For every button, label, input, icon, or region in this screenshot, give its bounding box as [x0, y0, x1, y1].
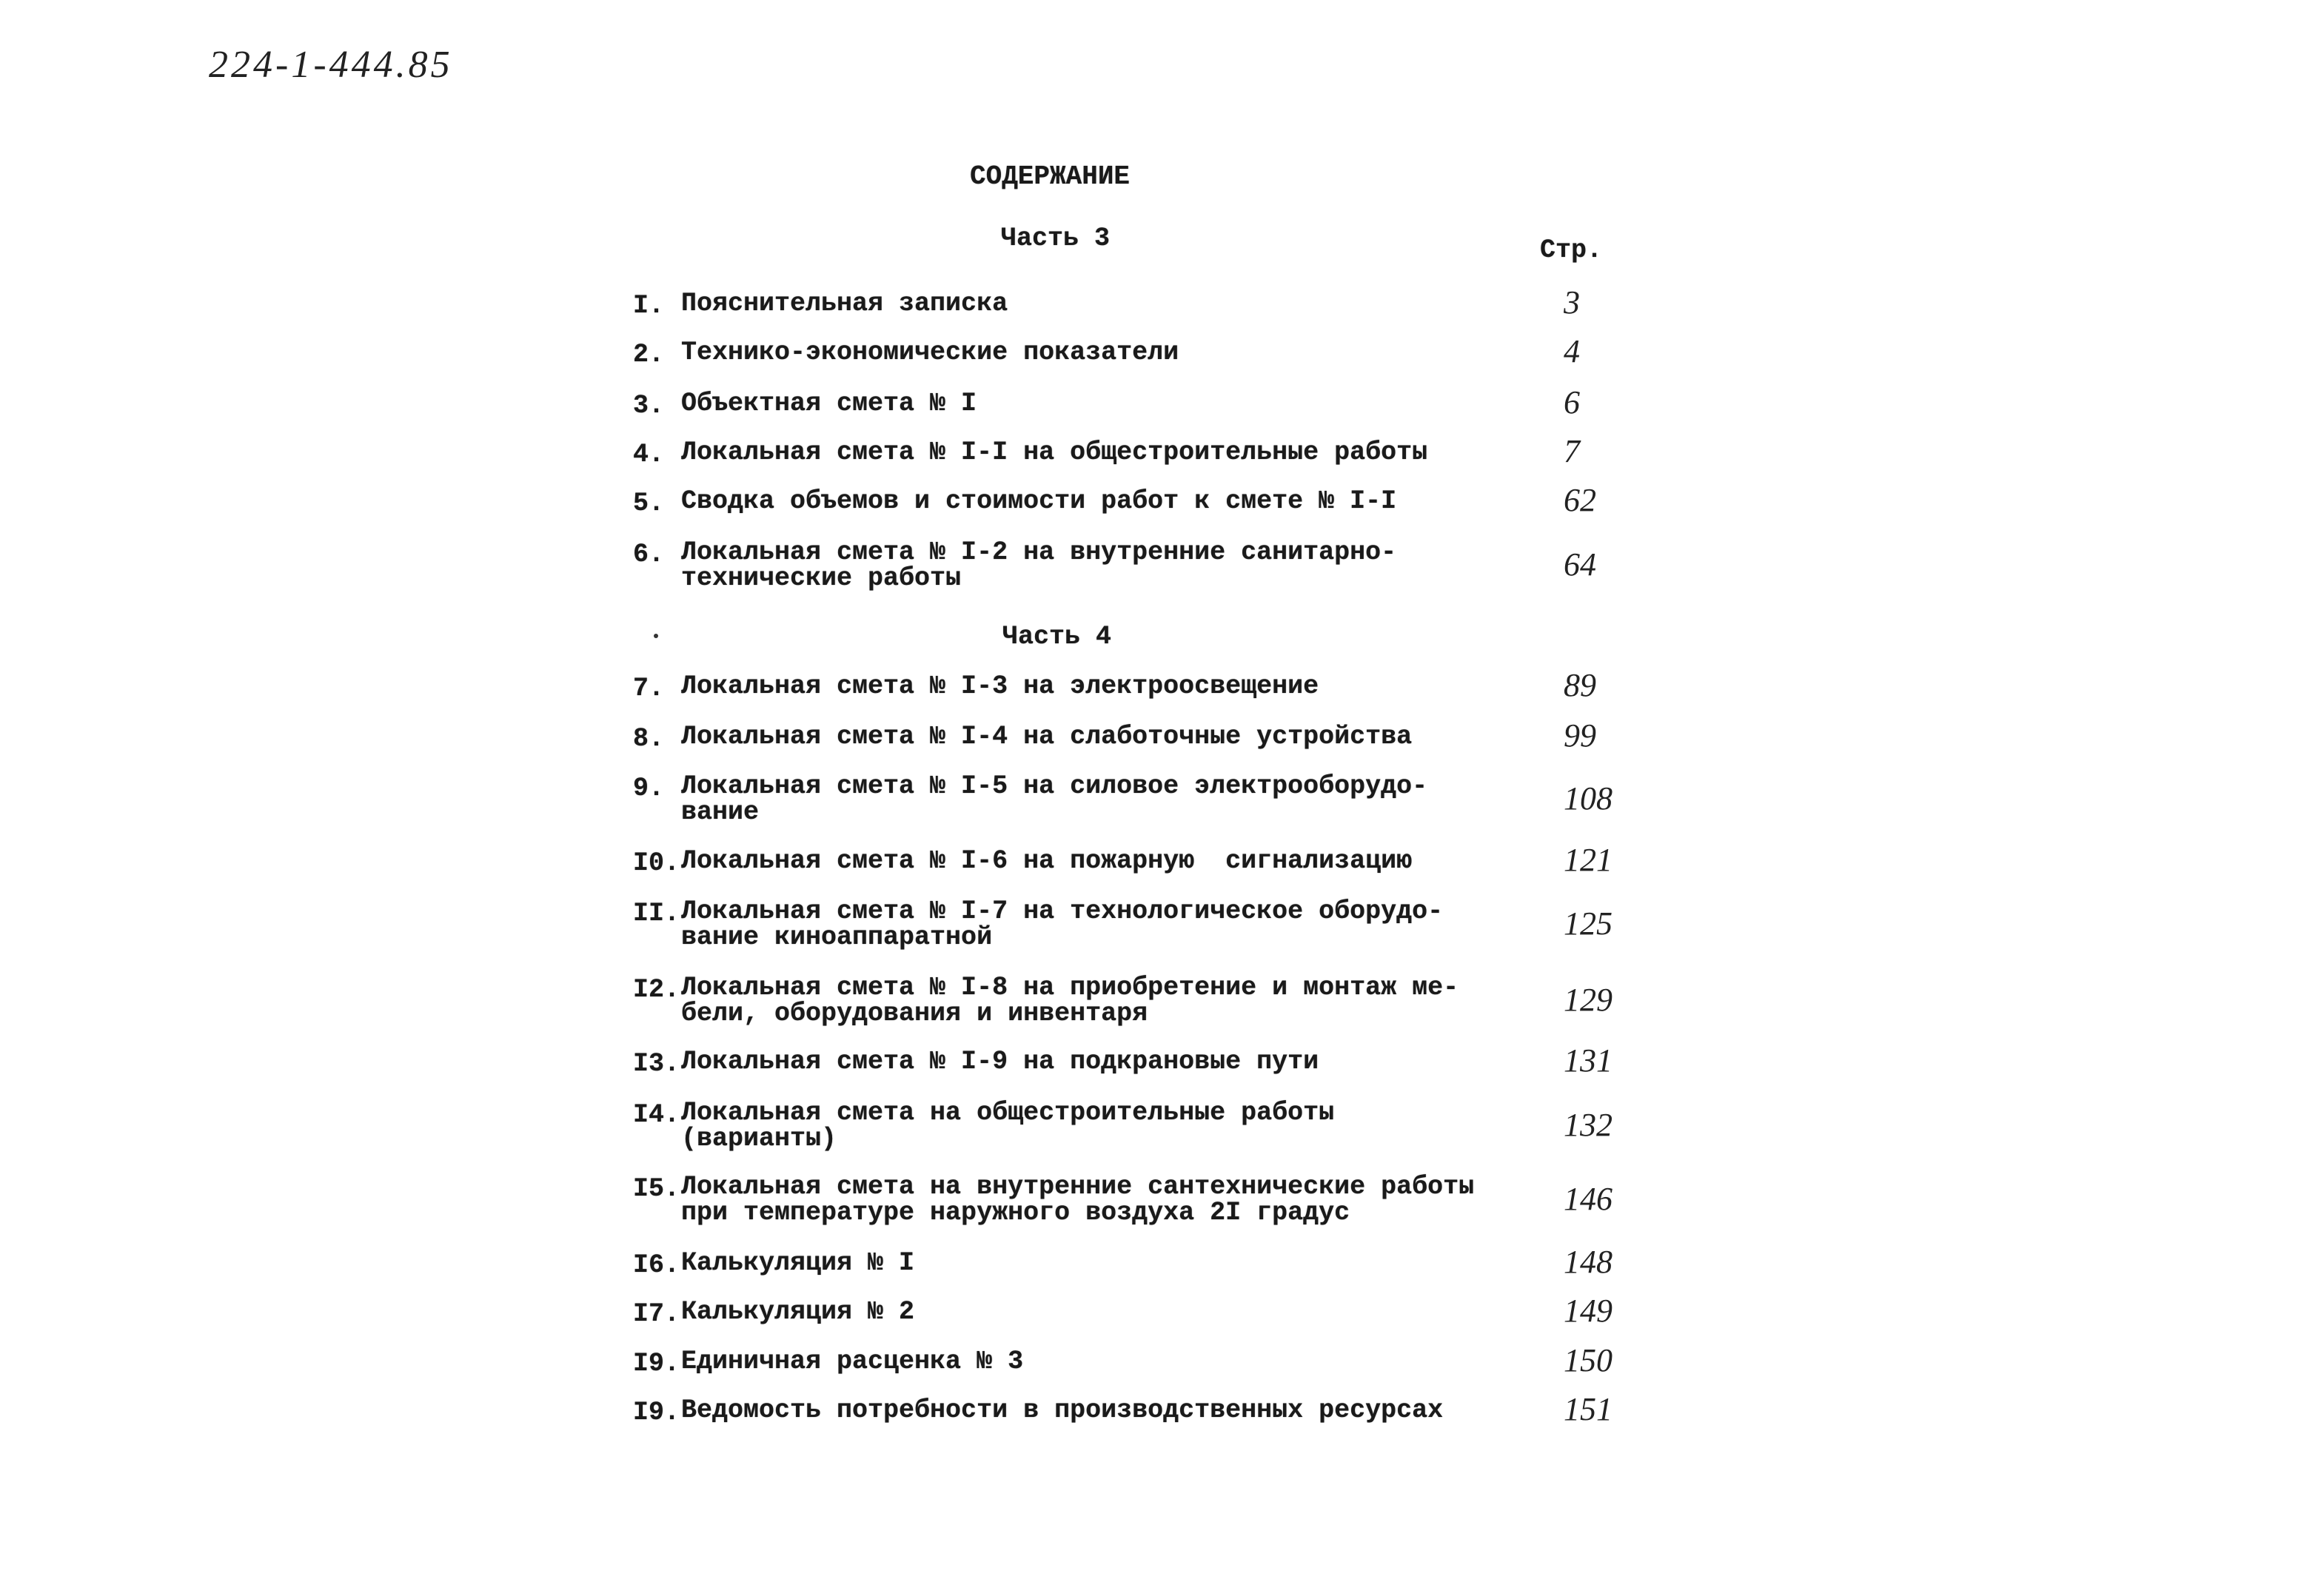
- entry-number: I.: [633, 291, 665, 321]
- entry-title-line: вание: [681, 797, 760, 827]
- entry-number: 6.: [633, 540, 665, 569]
- entry-page-number: 129: [1564, 982, 1613, 1018]
- entry-title: [681, 1049, 1319, 1075]
- entry-title: [681, 975, 1459, 1027]
- entry-title: [681, 848, 1412, 874]
- entry-page-number: 89: [1564, 667, 1596, 703]
- entry-title: [681, 1174, 1474, 1226]
- entry-title: [681, 1100, 1334, 1152]
- entry-title: [681, 440, 1427, 466]
- entry-page-number: 108: [1564, 780, 1613, 817]
- entry-page-number: 148: [1564, 1244, 1613, 1280]
- entry-title-line: при температуре наружного воздуха 2I градус: [681, 1198, 1350, 1227]
- entry-page-number: 132: [1564, 1107, 1613, 1143]
- entry-title-line: Локальная смета № I-9 на подкрановые пути: [681, 1047, 1319, 1076]
- entry-number: 3.: [633, 391, 665, 420]
- entry-title: [681, 291, 1008, 317]
- entry-title-line: Локальная смета на общестроительные работы: [681, 1098, 1335, 1127]
- entry-page-number: 125: [1564, 905, 1613, 942]
- entry-title-line: Единичная расценка № 3: [681, 1347, 1024, 1376]
- entry-title-line: Локальная смета № I-I на общестроительные работы: [681, 438, 1428, 467]
- entry-title: [681, 1395, 1444, 1425]
- entry-number: 9.: [633, 774, 665, 803]
- entry-title-line: технические работы: [681, 563, 962, 593]
- entry-title-line: (варианты): [681, 1124, 837, 1153]
- entry-page-number: 146: [1564, 1181, 1613, 1217]
- entry-title: [681, 537, 1397, 593]
- entry-number: 8.: [633, 724, 665, 754]
- entry-number: 2.: [633, 340, 665, 369]
- stray-dot-mark: [654, 634, 658, 638]
- entry-number: I0.: [633, 848, 680, 878]
- entry-title-line: Объектная смета № I: [681, 389, 977, 418]
- entry-number: 5.: [633, 489, 665, 518]
- entry-title-line: Пояснительная записка: [681, 289, 1008, 318]
- entry-number: I2.: [633, 975, 680, 1005]
- entry-number: I9.: [633, 1349, 680, 1378]
- entry-page-number: 149: [1564, 1293, 1613, 1329]
- entry-number: I3.: [633, 1049, 680, 1079]
- entry-page-number: 99: [1564, 717, 1596, 754]
- entry-page-number: 62: [1564, 482, 1596, 518]
- entry-page-number: 64: [1564, 546, 1596, 583]
- entry-page-number: 151: [1564, 1391, 1613, 1427]
- entry-title: [681, 486, 1397, 516]
- entry-page-number: 4: [1564, 333, 1580, 369]
- entry-title-line: Ведомость потребности в производственных ресурсах: [681, 1395, 1444, 1425]
- entry-title: [681, 771, 1428, 827]
- page-title: СОДЕРЖАНИЕ: [970, 161, 1131, 192]
- entry-number: II.: [633, 899, 680, 928]
- entry-title-line: вание киноаппаратной: [681, 922, 993, 952]
- entry-title-line: Технико-экономические показатели: [681, 338, 1179, 367]
- entry-title: [681, 340, 1179, 366]
- entry-title-line: Локальная смета № I-2 на внутренние санитарно-: [681, 537, 1397, 567]
- entry-title: [681, 1250, 914, 1276]
- entry-title: [681, 671, 1319, 701]
- entry-number: I7.: [633, 1299, 680, 1329]
- entry-number: I4.: [633, 1100, 680, 1130]
- entry-page-number: 3: [1564, 284, 1580, 321]
- entry-title-line: Калькуляция № I: [681, 1248, 915, 1278]
- entry-title-line: Локальная смета № I-8 на приобретение и монтаж ме-: [681, 973, 1459, 1002]
- entry-page-number: 150: [1564, 1342, 1613, 1378]
- entry-title-line: Локальная смета № I-7 на технологическое оборудо-: [681, 897, 1444, 926]
- entry-number: 7.: [633, 674, 665, 703]
- entry-number: I5.: [633, 1174, 680, 1204]
- entry-page-number: 6: [1564, 384, 1580, 420]
- document-code-handwritten: 224-1-444.85: [209, 44, 453, 86]
- page-column-header: Стр.: [1540, 235, 1603, 265]
- entry-title-line: Локальная смета № I-5 на силовое электрооборудо-: [681, 771, 1428, 801]
- entry-page-number: 7: [1564, 433, 1580, 469]
- entry-title: [681, 899, 1443, 951]
- entry-title-line: Локальная смета на внутренние сантехнические работы: [681, 1172, 1475, 1202]
- entry-number: 4.: [633, 440, 665, 469]
- entry-title-line: бели, оборудования и инвентаря: [681, 999, 1148, 1028]
- entry-title: [681, 1299, 914, 1325]
- entry-title-line: Сводка объемов и стоимости работ к смете № I-I: [681, 486, 1397, 516]
- entry-page-number: 121: [1564, 842, 1613, 878]
- part-heading: Часть 3: [1001, 224, 1111, 253]
- entry-title: [681, 391, 977, 417]
- entry-title-line: Локальная смета № I-3 на электроосвещение: [681, 671, 1319, 701]
- entry-title: [681, 1349, 1023, 1375]
- entry-number: I9.: [633, 1398, 680, 1427]
- entry-title: [681, 724, 1412, 750]
- entry-title-line: Локальная смета № I-6 на пожарную сигнализацию: [681, 846, 1413, 876]
- entry-number: I6.: [633, 1250, 680, 1280]
- part-heading: Часть 4: [1002, 622, 1112, 651]
- entry-page-number: 131: [1564, 1042, 1613, 1079]
- entry-title-line: Калькуляция № 2: [681, 1297, 915, 1327]
- entry-title-line: Локальная смета № I-4 на слаботочные устройства: [681, 722, 1413, 751]
